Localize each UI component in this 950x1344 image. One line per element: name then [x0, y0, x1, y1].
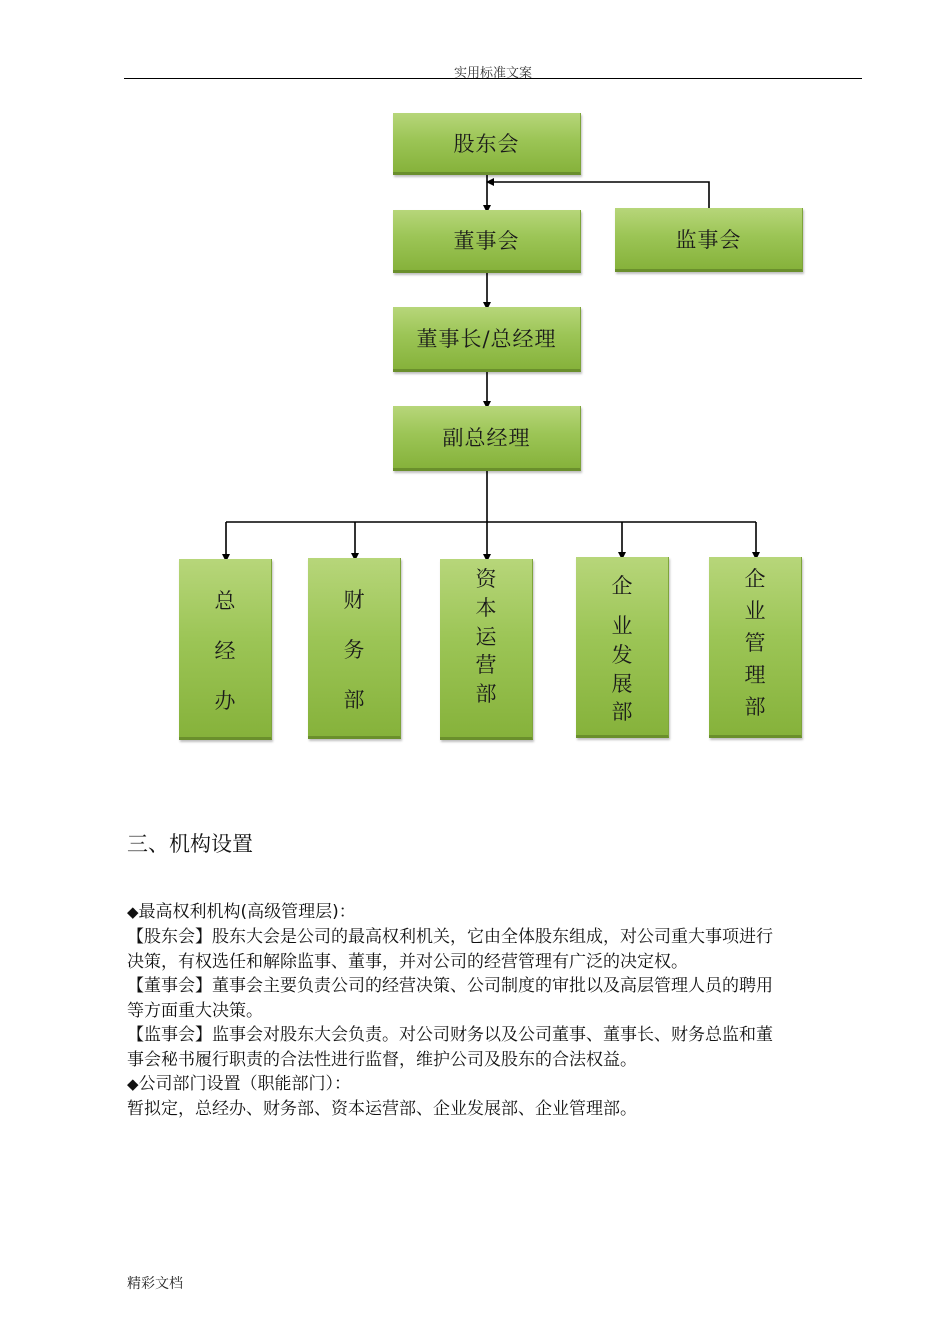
dept-char: 经 [214, 639, 236, 663]
dept-char: 企 [744, 567, 766, 591]
paragraph-text: 股东大会是公司的最高权利机关，它由全体股东组成，对公司重大事项进行 [212, 927, 773, 947]
paragraph-tag: 【监事会】 [127, 1025, 212, 1045]
dept-char: 部 [475, 682, 497, 706]
dept-char: 发 [611, 643, 633, 667]
dept-char: 部 [611, 700, 633, 724]
paragraph-line [127, 925, 862, 950]
org-box-supervisory [615, 208, 803, 272]
dept-char: 财 [343, 588, 365, 612]
org-box-shareholders [393, 113, 581, 175]
paragraph-line [127, 974, 862, 999]
dept-char: 总 [214, 589, 236, 613]
org-box-dept-capital-operations [440, 559, 533, 740]
org-box-dept-enterprise-management [709, 557, 802, 738]
heading-text: 最高权利机构(高级管理层)： [138, 902, 356, 922]
dept-char: 本 [475, 596, 497, 620]
paragraph-line: 等方面重大决策。 [127, 1000, 263, 1021]
org-box-board [393, 210, 581, 273]
org-box-dept-enterprise-development [576, 557, 669, 738]
paragraph-line: 决策，有权选任和解除监事、董事，并对公司的经营管理有广泛的决定权。 [127, 951, 688, 972]
org-box-label: 股东会 [453, 131, 520, 156]
dept-char: 办 [214, 689, 236, 713]
org-box-dept-general-office [179, 559, 272, 740]
diamond-bullet-icon: ◆ [127, 903, 139, 921]
shareholders-paragraph [127, 925, 862, 974]
paragraph-text: 监事会对股东大会负责。对公司财务以及公司董事、董事长、财务总监和董 [212, 1025, 773, 1045]
paragraph-tag: 【股东会】 [127, 927, 212, 947]
highest-authority-heading [127, 900, 862, 925]
org-box-label: 副总经理 [442, 426, 531, 450]
supervisory-paragraph [127, 1023, 862, 1072]
connector-supervisory-board [490, 182, 709, 209]
dept-char: 理 [744, 663, 766, 687]
diamond-bullet-icon: ◆ [127, 1075, 139, 1093]
paragraph-line [127, 1023, 862, 1048]
dept-char: 企 [611, 574, 633, 598]
section-title: 三、机构设置 [127, 832, 253, 856]
org-box-label: 董事长/总经理 [416, 327, 557, 351]
dept-char: 展 [611, 672, 633, 696]
org-box-label: 董事会 [453, 229, 520, 253]
dept-char: 运 [475, 625, 497, 649]
paragraph-text: 董事会主要负责公司的经营决策、公司制度的审批以及高层管理人员的聘用 [212, 976, 773, 996]
org-box-label: 监事会 [675, 227, 742, 252]
dept-char: 部 [744, 695, 766, 719]
board-paragraph [127, 974, 862, 1023]
dept-char: 营 [475, 653, 497, 677]
dept-char: 管 [744, 631, 766, 655]
departments-list: 暂拟定，总经办、财务部、资本运营部、企业发展部、企业管理部。 [127, 1099, 637, 1119]
org-box-dept-finance [308, 558, 401, 739]
org-box-deputy-gm [393, 406, 581, 471]
paragraph-line: 事会秘书履行职责的合法性进行监督，维护公司及股东的合法权益。 [127, 1049, 637, 1070]
page-footer: 精彩文档 [127, 1276, 183, 1292]
dept-char: 务 [343, 638, 365, 662]
departments-heading [127, 1072, 862, 1097]
paragraph-tag: 【董事会】 [127, 976, 212, 996]
dept-char: 业 [744, 599, 766, 623]
dept-char: 业 [611, 614, 633, 638]
dept-char: 部 [343, 688, 365, 712]
page-header: 实用标准文案 [453, 66, 532, 81]
org-box-chairman-gm [393, 307, 581, 372]
heading-text: 公司部门设置（职能部门）： [138, 1074, 352, 1094]
dept-char: 资 [475, 567, 497, 591]
